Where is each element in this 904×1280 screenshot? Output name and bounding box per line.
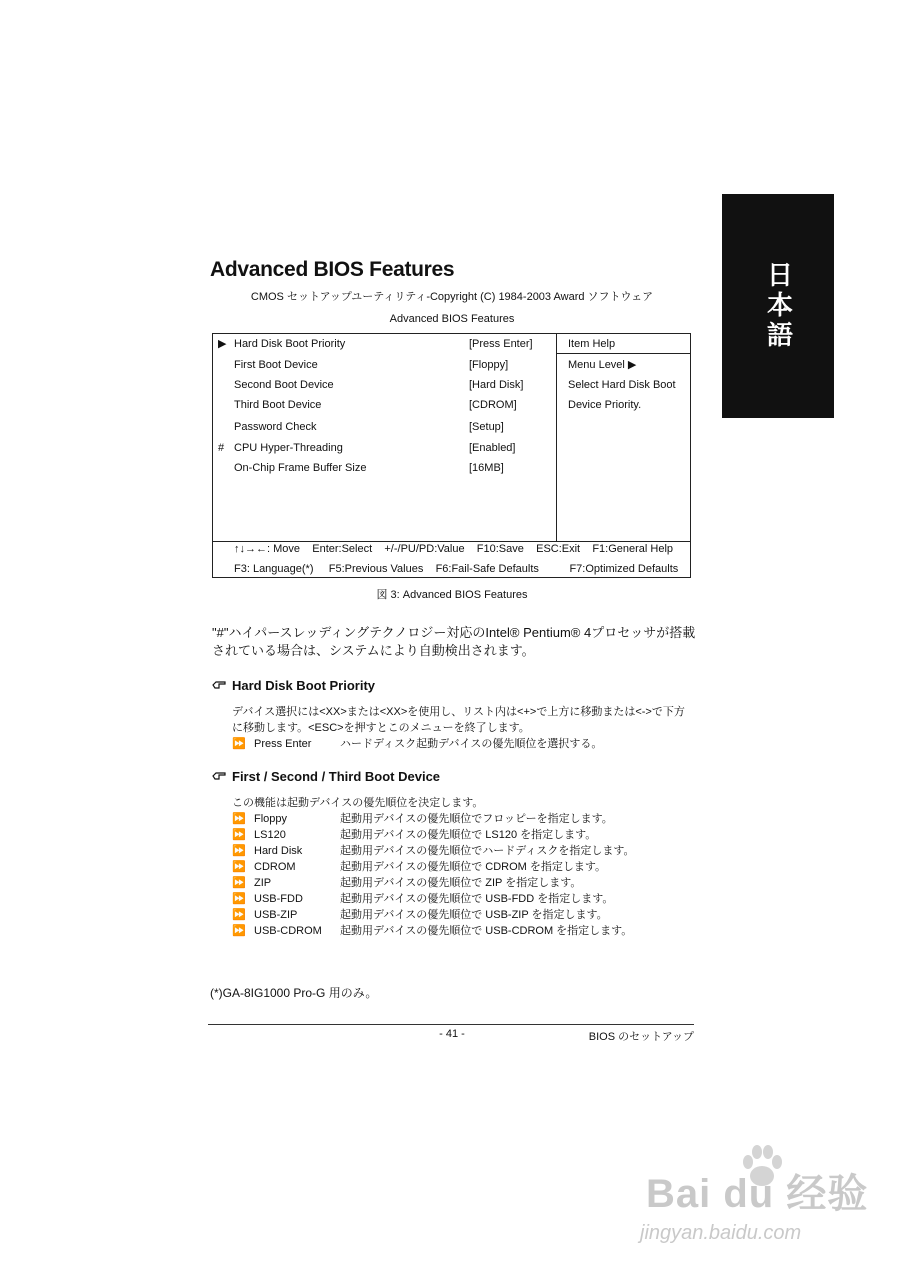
bios-item-label: On-Chip Frame Buffer Size [234,462,367,474]
footer-rule [208,1024,694,1025]
option-row [232,811,694,827]
bios-item-cpu-hyper-threading[interactable] [213,440,556,456]
watermark [640,1140,890,1260]
option-row [232,843,694,859]
option-row [232,859,694,875]
bios-item-value: [16MB] [469,462,504,474]
bios-item-password-check[interactable] [213,419,556,435]
bios-key-legend-line2: F3: Language(*) F5:Previous Values F6:Fail-Safe Defaults F7:Optimized Defaults [234,563,679,575]
bios-copyright: CMOS セットアップユーティリティ-Copyright (C) 1984-2003 Award ソフトウェア [250,291,654,303]
submenu-arrow-icon: ▶ [218,338,227,350]
bios-divider-help [557,353,691,354]
section-heading-hard-disk-boot-priority [212,678,375,693]
bios-item-label: Password Check [234,421,317,433]
option-row [232,923,694,939]
bios-divider-vertical [556,334,557,541]
option-name: Hard Disk [254,845,303,857]
bios-item-label: CPU Hyper-Threading [234,442,343,454]
option-row [232,875,694,891]
bios-item-label: Hard Disk Boot Priority [234,338,346,350]
bios-item-hard-disk-boot-priority[interactable] [213,336,556,352]
footer-section-title: BIOS のセットアップ [588,1031,694,1043]
item-help-line: Menu Level ▶ [568,359,637,371]
watermark-url: jingyan.baidu.com [640,1222,802,1244]
bios-item-label: First Boot Device [234,359,318,371]
figure-caption: 図 3: Advanced BIOS Features [376,589,528,601]
bios-item-value: [Enabled] [469,442,516,454]
option-name: CDROM [254,861,296,873]
double-arrow-icon: ⏩ [232,925,246,937]
footnote: (*)GA-8IG1000 Pro-G 用のみ。 [210,986,378,1000]
option-desc: 起動用デバイスの優先順位で USB-ZIP を指定します。 [340,909,608,921]
language-tab-label: 日本語 [762,261,793,351]
option-row [232,736,694,752]
double-arrow-icon: ⏩ [232,893,246,905]
option-row [232,907,694,923]
option-desc: ハードディスク起動デバイスの優先順位を選択する。 [340,738,603,750]
option-desc: 起動用デバイスの優先順位でハードディスクを指定します。 [340,845,635,857]
double-arrow-icon: ⏩ [232,909,246,921]
bios-item-label: Second Boot Device [234,379,334,391]
option-desc: 起動用デバイスの優先順位でフロッピーを指定します。 [340,813,613,825]
option-name: USB-ZIP [254,909,298,921]
bios-item-label: Third Boot Device [234,399,322,411]
option-name: USB-FDD [254,893,303,905]
bios-screen [212,333,691,578]
hyperthreading-note: "#"ハイパースレッディングテクノロジー対応のIntel® Pentium® 4プロセッサが搭載されている場合は、システムにより自動検出されます。 [212,625,696,658]
double-arrow-icon: ⏩ [232,861,246,873]
item-help-header: Item Help [568,338,616,350]
bios-item-third-boot-device[interactable] [213,397,556,413]
option-desc: 起動用デバイスの優先順位で CDROM を指定します。 [340,861,607,873]
option-row [232,827,694,843]
option-desc: 起動用デバイスの優先順位で LS120 を指定します。 [340,829,597,841]
section-body: この機能は起動デバイスの優先順位を決定します。 [232,797,484,809]
bios-item-first-boot-device[interactable] [213,357,556,373]
section-heading-boot-device [212,769,440,784]
bios-item-value: [Floppy] [469,359,509,371]
option-row [232,891,694,907]
option-name: Floppy [254,813,288,825]
bios-screen-title: Advanced BIOS Features [389,313,515,325]
option-desc: 起動用デバイスの優先順位で USB-CDROM を指定します。 [340,925,633,937]
pointing-hand-icon [212,769,226,784]
section-body: デバイス選択には<XX>または<XX>を使用し、リスト内は<+>で上方に移動または<->で下方に移動します。<ESC>を押すとこのメニューを終了します。 [232,706,685,734]
option-desc: 起動用デバイスの優先順位で USB-FDD を指定します。 [340,893,614,905]
page-title: Advanced BIOS Features [210,258,455,281]
section-title: Hard Disk Boot Priority [232,678,376,693]
double-arrow-icon: ⏩ [232,738,246,750]
bios-item-second-boot-device[interactable] [213,377,556,393]
option-desc: 起動用デバイスの優先順位で ZIP を指定します。 [340,877,582,889]
section-title: First / Second / Third Boot Device [232,769,441,784]
bios-item-value: [Hard Disk] [469,379,524,391]
option-name: USB-CDROM [254,925,322,937]
pointing-hand-icon [212,678,226,693]
bios-item-value: [Setup] [469,421,504,433]
watermark-text: Bai du 经验 [646,1172,869,1216]
double-arrow-icon: ⏩ [232,813,246,825]
item-help-line: Select Hard Disk Boot [568,379,676,391]
page-number: - 41 - [439,1028,465,1040]
bios-key-legend-line1: ↑↓→←: Move Enter:Select +/-/PU/PD:Value F10:Save ESC:Exit F1:General Help [234,543,674,555]
bios-item-value: [CDROM] [469,399,517,411]
item-help-line: Device Priority. [568,399,642,411]
hash-mark: # [218,442,225,454]
double-arrow-icon: ⏩ [232,829,246,841]
option-name: LS120 [254,829,286,841]
double-arrow-icon: ⏩ [232,877,246,889]
double-arrow-icon: ⏩ [232,845,246,857]
option-name: ZIP [254,877,272,889]
bios-item-frame-buffer-size[interactable] [213,460,556,476]
bios-item-value: [Press Enter] [469,338,533,350]
option-name: Press Enter [254,738,312,750]
language-tab [722,194,834,418]
